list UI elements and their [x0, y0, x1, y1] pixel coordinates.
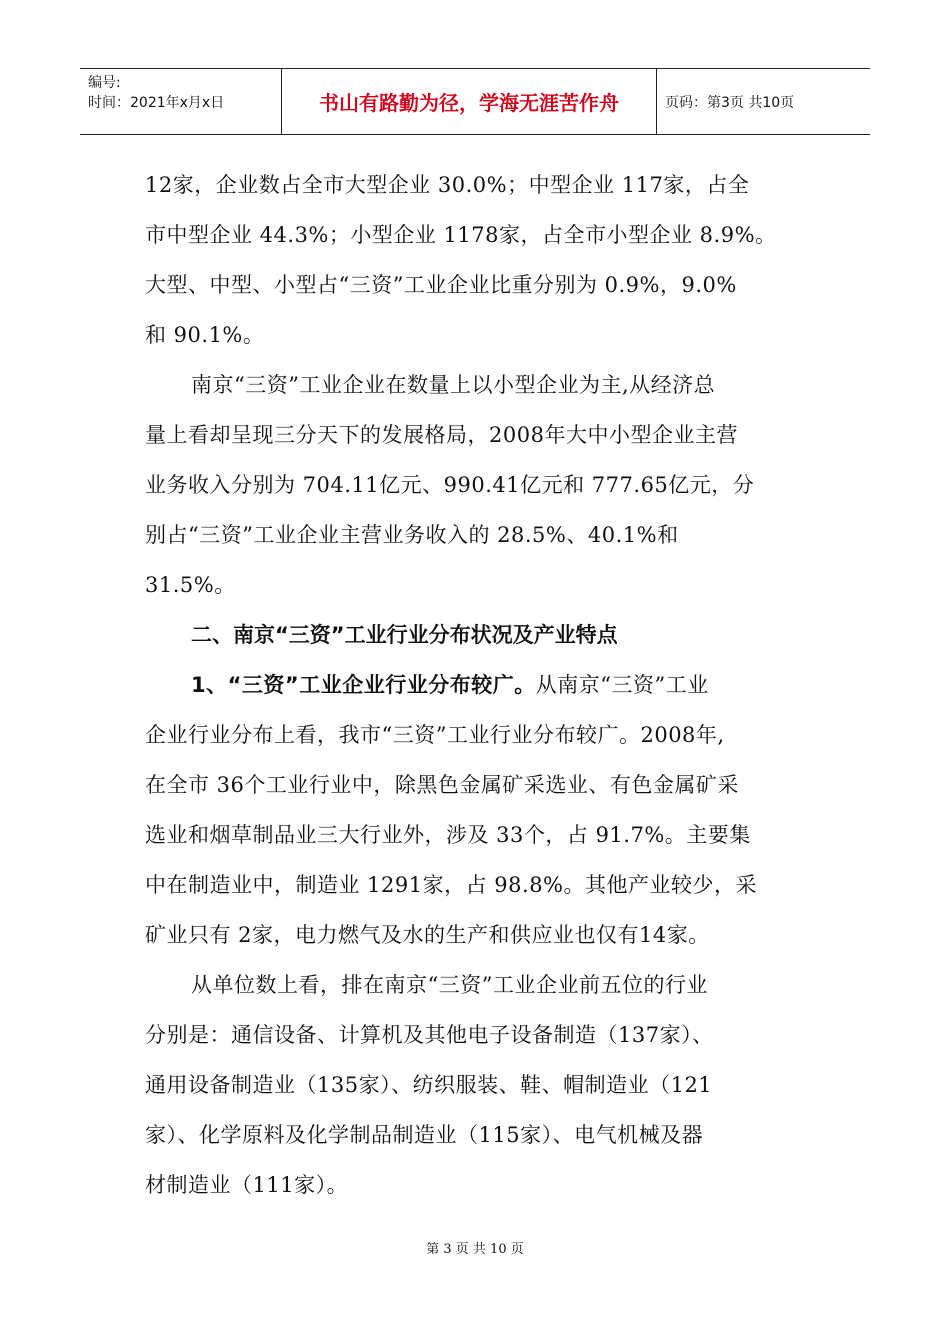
text-line: 南京“三资”工业企业在数量上以小型企业为主,从经济总 — [191, 373, 716, 397]
text-line: 业务收入分别为 704.11亿元、990.41亿元和 777.65亿元，分 — [145, 473, 755, 497]
text-line: 别占“三资”工业企业主营业务收入的 28.5%、40.1%和 — [145, 523, 679, 547]
text-line: 大型、中型、小型占“三资”工业企业比重分别为 0.9%，9.0% — [145, 273, 737, 297]
doc-time-label: 时间：2021年x月x日 — [88, 95, 225, 111]
text-line: 选业和烟草制品业三大行业外，涉及 33个，占 91.7%。主要集 — [145, 823, 751, 847]
header-page-info: 页码：第3页 共10页 — [665, 94, 795, 111]
text-line: 中在制造业中，制造业 1291家，占 98.8%。其他产业较少，采 — [145, 873, 758, 897]
subheading-line — [145, 660, 815, 710]
text-line: 市中型企业 44.3%；小型企业 1178家，占全市小型企业 8.9%。 — [145, 223, 777, 247]
text-line: 和 90.1%。 — [145, 323, 265, 347]
subheading-rest: 从南京“三资”工业 — [535, 673, 709, 697]
text-line: 通用设备制造业（135家）、纺织服装、鞋、帽制造业（121 — [145, 1073, 713, 1097]
document-body — [145, 160, 815, 1210]
doc-number-label: 编号: — [88, 75, 121, 91]
text-line: 量上看却呈现三分天下的发展格局，2008年大中小型企业主营 — [145, 423, 738, 447]
text-line: 在全市 36个工业行业中，除黑色金属矿采选业、有色金属矿采 — [145, 773, 739, 797]
text-line: 12家，企业数占全市大型企业 30.0%；中型企业 117家，占全 — [145, 173, 750, 197]
text-line: 31.5%。 — [145, 573, 236, 597]
header-motto: 书山有路勤为径，学海无涯苦作舟 — [281, 69, 657, 134]
text-line: 材制造业（111家）。 — [145, 1173, 349, 1197]
text-line: 从单位数上看，排在南京“三资”工业企业前五位的行业 — [191, 973, 708, 997]
text-line: 矿业只有 2家，电力燃气及水的生产和供应业也仅有14家。 — [145, 923, 710, 947]
header-meta — [80, 69, 281, 134]
text-line: 分别是：通信设备、计算机及其他电子设备制造（137家）、 — [145, 1023, 714, 1047]
text-line: 企业行业分布上看，我市“三资”工业行业分布较广。2008年, — [145, 723, 725, 747]
page-footer: 第 3 页 共 10 页 — [426, 1242, 524, 1257]
page-header — [80, 68, 870, 135]
section-heading: 二、南京“三资”工业行业分布状况及产业特点 — [191, 623, 618, 647]
subheading-bold: 1、“三资”工业企业行业分布较广。 — [191, 673, 536, 697]
text-line: 家）、化学原料及化学制品制造业（115家）、电气机械及器 — [145, 1123, 704, 1147]
